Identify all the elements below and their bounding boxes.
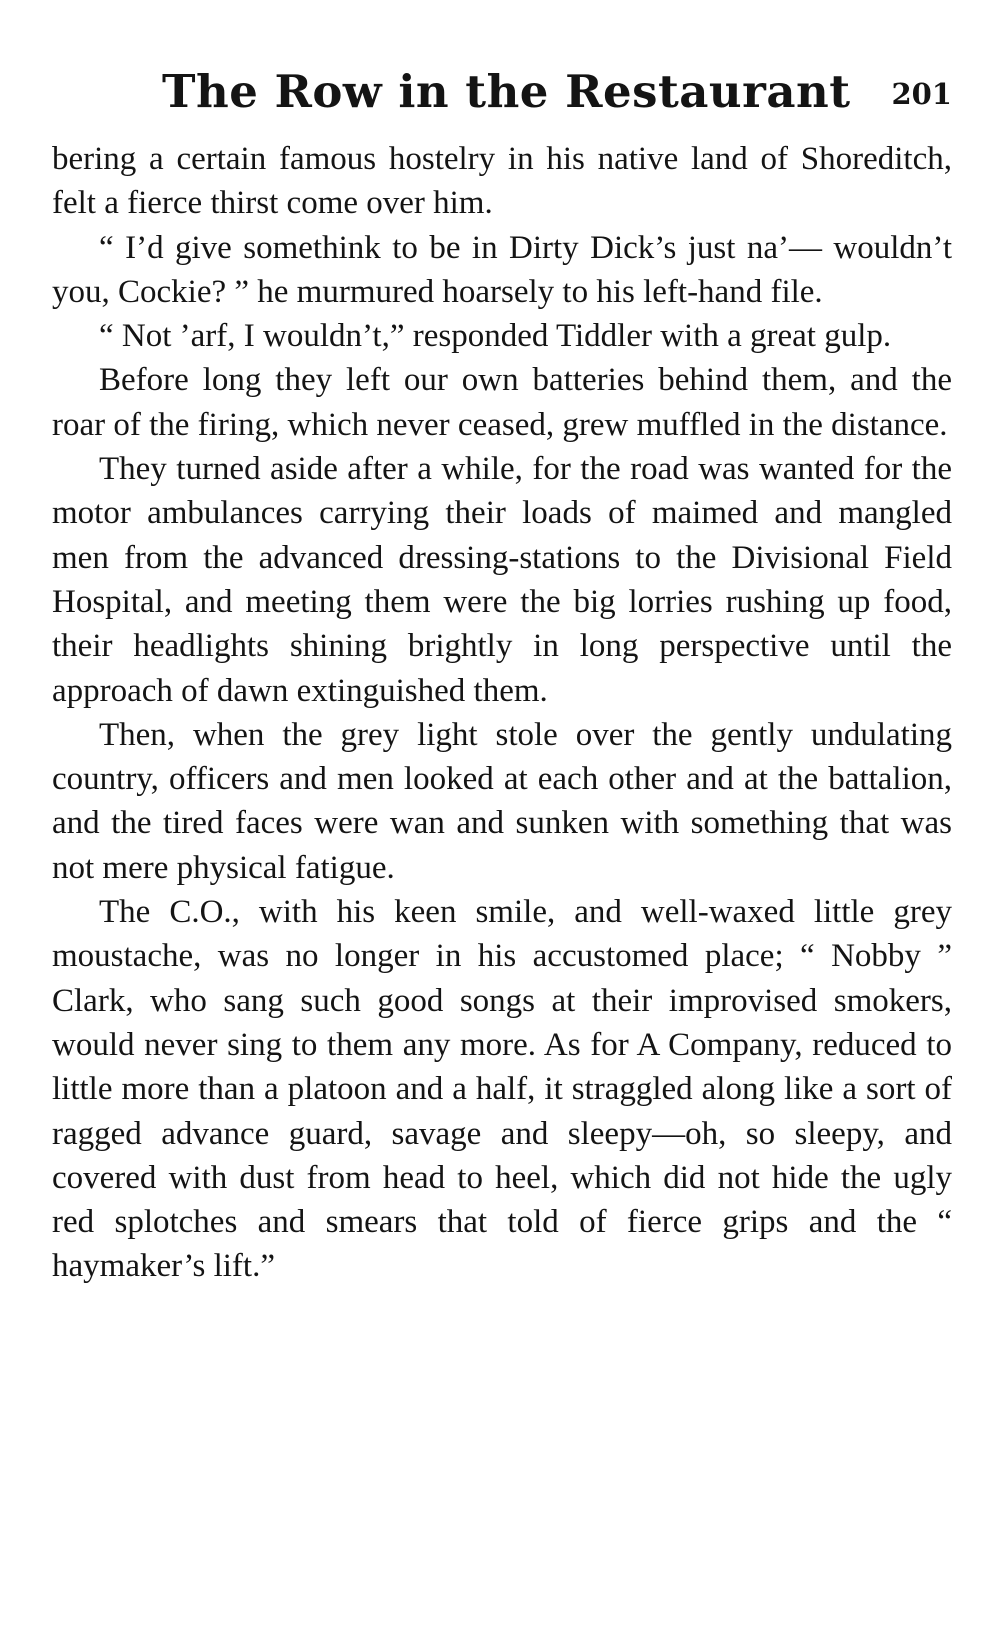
paragraph: “ I’d give somethink to be in Dirty Dick’s just na’— wouldn’t you, Cockie? ” he murmured hoarsely to his left-hand file.: [52, 229, 952, 310]
paragraph: They turned aside after a while, for the road was wanted for the motor ambulances carrying their loads of maimed and mangled men from the advanced dressing-stations to the Divisional Field Hospital, and meeting them were the big lorries rushing up food, their headlights shining brightly in long perspective until the approach of dawn extinguished them.: [52, 451, 952, 709]
paragraph: The C.O., with his keen smile, and well-waxed little grey moustache, was no longer in his accustomed place; “ Nobby ” Clark, who sang such good songs at their improvised smokers, would never sing to them any more. As for A Company, reduced to little more than a platoon and a half, it straggled along like a sort of ragged advance guard, savage and sleepy—oh, so sleepy, and covered with dust from head to heel, which did not hide the ugly red splotches and smears that told of fierce grips and the “ haymaker’s lift.”: [52, 894, 952, 1285]
running-title: The Row in the Restaurant: [162, 65, 851, 118]
paragraph: Before long they left our own batteries behind them, and the roar of the firing, which never ceased, grew muffled in the distance.: [52, 362, 952, 443]
running-head: [52, 62, 952, 122]
page-number: 201: [891, 77, 952, 111]
paragraph: Then, when the grey light stole over the gently undulating country, officers and men looked at each other and at the battalion, and the tired faces were wan and sunken with something that was not mere physical fatigue.: [52, 716, 952, 886]
paragraph-continued: bering a certain famous hostelry in his native land of Shoreditch, felt a fierce thirst come over him.: [52, 141, 952, 222]
body-text: [52, 137, 952, 1289]
paragraph: “ Not ’arf, I wouldn’t,” responded Tiddler with a great gulp.: [99, 318, 892, 355]
